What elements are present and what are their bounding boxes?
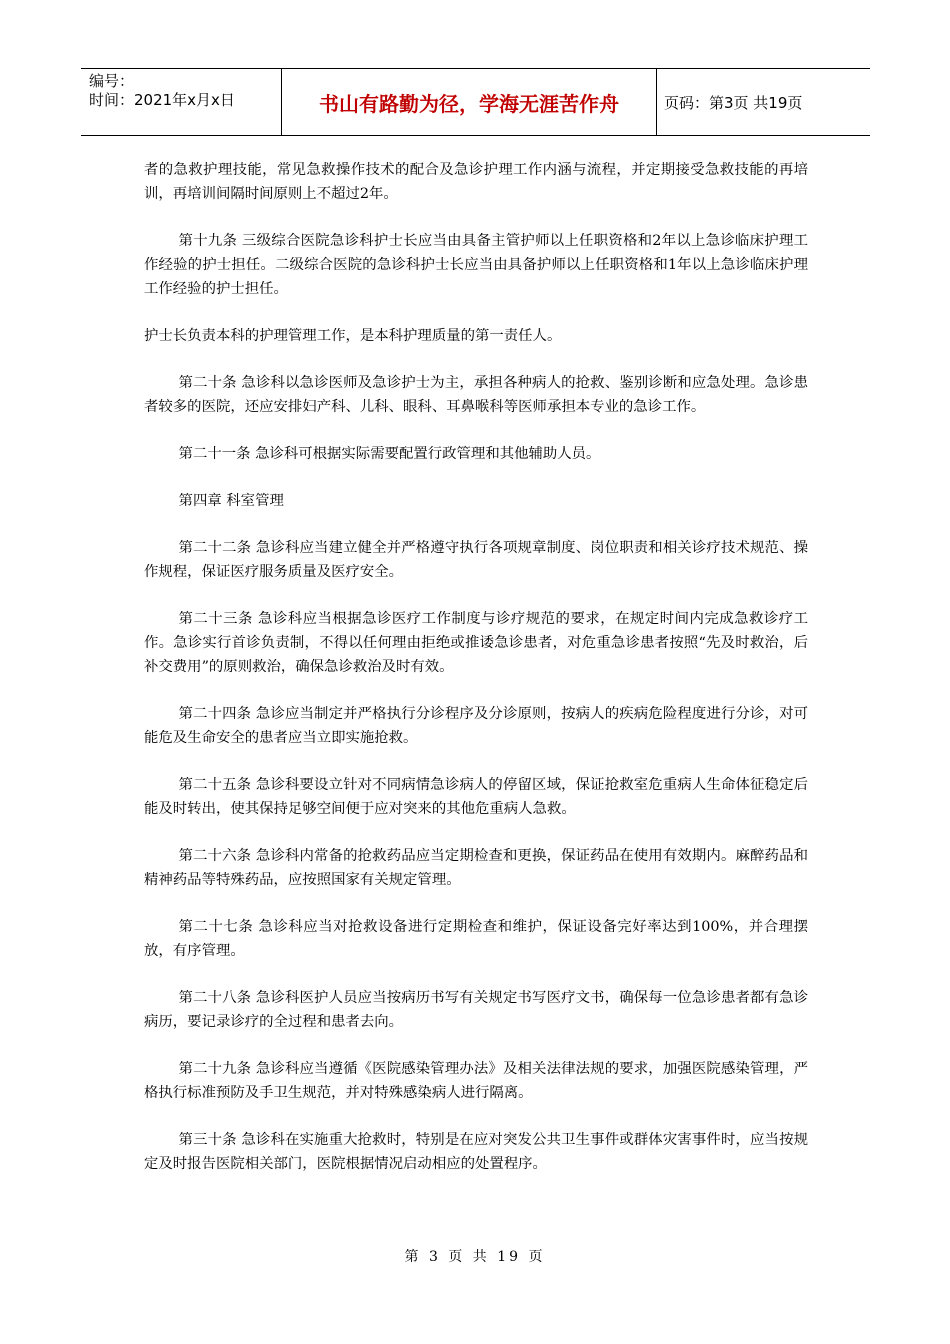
- paragraph: 者的急救护理技能，常见急救操作技术的配合及急诊护理工作内涵与流程，并定期接受急救技能的再培训，再培训间隔时间原则上不超过2年。: [144, 162, 808, 202]
- document-body: [144, 158, 808, 1199]
- paragraph: 第二十四条 急诊应当制定并严格执行分诊程序及分诊原则，按病人的疾病危险程度进行分诊，对可能危及生命安全的患者应当立即实施抢救。: [144, 706, 808, 746]
- paragraph: 第二十条 急诊科以急诊医师及急诊护士为主，承担各种病人的抢救、鉴别诊断和应急处理。急诊患者较多的医院，还应安排妇产科、儿科、眼科、耳鼻喉科等医师承担本专业的急诊工作。: [144, 375, 808, 415]
- document-date: 时间：2021年x月x日: [89, 91, 235, 109]
- paragraph: 第三十条 急诊科在实施重大抢救时，特别是在应对突发公共卫生事件或群体灾害事件时，应当按规定及时报告医院相关部门，医院根据情况启动相应的处置程序。: [144, 1132, 808, 1172]
- paragraph: 第二十一条 急诊科可根据实际需要配置行政管理和其他辅助人员。: [178, 446, 601, 462]
- paragraph: 第四章 科室管理: [178, 493, 284, 509]
- paragraph: 第十九条 三级综合医院急诊科护士长应当由具备主管护师以上任职资格和2年以上急诊临床护理工作经验的护士担任。二级综合医院的急诊科护士长应当由具备护师以上任职资格和1年以上急诊临床护理工作经验的护士担任。: [144, 233, 808, 297]
- header-motto: 书山有路勤为径，学海无涯苦作舟: [282, 69, 657, 135]
- paragraph: 第二十八条 急诊科医护人员应当按病历书写有关规定书写医疗文书，确保每一位急诊患者都有急诊病历，要记录诊疗的全过程和患者去向。: [144, 990, 808, 1030]
- header-meta: [81, 69, 282, 135]
- page-header: [81, 68, 870, 136]
- paragraph: 第二十五条 急诊科要设立针对不同病情急诊病人的停留区域，保证抢救室危重病人生命体征稳定后能及时转出，使其保持足够空间便于应对突来的其他危重病人急救。: [144, 777, 808, 817]
- paragraph: 第二十三条 急诊科应当根据急诊医疗工作制度与诊疗规范的要求，在规定时间内完成急救诊疗工作。急诊实行首诊负责制，不得以任何理由拒绝或推诿急诊患者，对危重急诊患者按照“先及时救治，后补交费用”的原则救治，确保急诊救治及时有效。: [144, 611, 808, 675]
- page-footer: 第 3 页 共 19 页: [404, 1249, 546, 1265]
- paragraph: 护士长负责本科的护理管理工作，是本科护理质量的第一责任人。: [144, 328, 562, 344]
- document-number: 编号：: [89, 72, 135, 90]
- paragraph: 第二十二条 急诊科应当建立健全并严格遵守执行各项规章制度、岗位职责和相关诊疗技术规范、操作规程，保证医疗服务质量及医疗安全。: [144, 540, 808, 580]
- paragraph: 第二十六条 急诊科内常备的抢救药品应当定期检查和更换，保证药品在使用有效期内。麻醉药品和精神药品等特殊药品，应按照国家有关规定管理。: [144, 848, 808, 888]
- paragraph: 第二十九条 急诊科应当遵循《医院感染管理办法》及相关法律法规的要求，加强医院感染管理，严格执行标准预防及手卫生规范，并对特殊感染病人进行隔离。: [144, 1061, 808, 1101]
- paragraph: 第二十七条 急诊科应当对抢救设备进行定期检查和维护，保证设备完好率达到100%，并合理摆放，有序管理。: [144, 919, 808, 959]
- header-page-number: 页码：第3页 共19页: [664, 93, 803, 112]
